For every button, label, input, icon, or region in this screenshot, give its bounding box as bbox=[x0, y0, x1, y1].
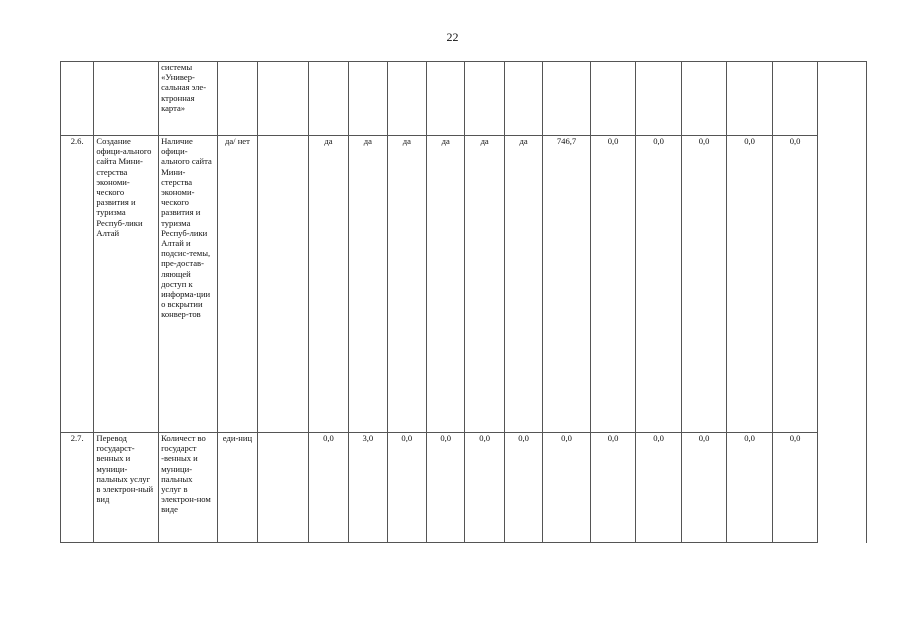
value-cell: да bbox=[465, 136, 504, 433]
unit-cell bbox=[217, 62, 257, 136]
table-row bbox=[61, 433, 867, 543]
value-cell: 0,0 bbox=[681, 433, 727, 543]
row-number-cell: 2.7. bbox=[61, 433, 94, 543]
value-cell: 0,0 bbox=[308, 433, 348, 543]
program-indicators-table bbox=[60, 61, 867, 543]
value-cell: 0,0 bbox=[727, 136, 773, 433]
value-cell: да bbox=[308, 136, 348, 433]
value-cell bbox=[465, 62, 504, 136]
value-cell bbox=[681, 62, 727, 136]
value-cell bbox=[258, 433, 309, 543]
value-cell bbox=[543, 62, 591, 136]
table-row bbox=[61, 136, 867, 433]
value-cell bbox=[636, 62, 682, 136]
value-cell: 0,0 bbox=[590, 433, 636, 543]
value-cell: 0,0 bbox=[772, 136, 818, 433]
indicator-cell: системы «Универ-сальная эле-ктронная карта» bbox=[159, 62, 218, 136]
row-number-cell: 2.6. bbox=[61, 136, 94, 433]
trailing-column-cell bbox=[818, 62, 867, 543]
indicator-cell: Количест во государст -венных и муници-пальных услуг в электрон-ном виде bbox=[159, 433, 218, 543]
value-cell: да bbox=[427, 136, 465, 433]
unit-cell: да/ нет bbox=[217, 136, 257, 433]
value-cell: 0,0 bbox=[504, 433, 542, 543]
value-cell: 0,0 bbox=[772, 433, 818, 543]
value-cell bbox=[504, 62, 542, 136]
unit-cell: еди-ниц bbox=[217, 433, 257, 543]
value-cell: 746,7 bbox=[543, 136, 591, 433]
page-number: 22 bbox=[446, 30, 459, 44]
value-cell: 0,0 bbox=[543, 433, 591, 543]
value-cell: да bbox=[387, 136, 426, 433]
value-cell: да bbox=[349, 136, 387, 433]
table-row bbox=[61, 62, 867, 136]
activity-name-cell: Создание офици-ального сайта Мини-стерства экономи-ческого развития и туризма Респуб-лики Алтай bbox=[94, 136, 159, 433]
value-cell: 0,0 bbox=[636, 136, 682, 433]
value-cell bbox=[727, 62, 773, 136]
activity-name-cell: Перевод государст-венных и муници-пальных услуг в электрон-ный вид bbox=[94, 433, 159, 543]
value-cell: 0,0 bbox=[681, 136, 727, 433]
value-cell: 0,0 bbox=[427, 433, 465, 543]
value-cell: 0,0 bbox=[465, 433, 504, 543]
value-cell: да bbox=[504, 136, 542, 433]
value-cell: 0,0 bbox=[636, 433, 682, 543]
value-cell bbox=[258, 136, 309, 433]
value-cell bbox=[349, 62, 387, 136]
indicator-cell: Наличие офици-ального сайта Мини-стерства экономи-ческого развития и туризма Респуб-лики Алтай и подсис-темы, пре-достав-ляющей доступ к информа-ции о вскрытии конвер-тов bbox=[159, 136, 218, 433]
value-cell: 3,0 bbox=[349, 433, 387, 543]
value-cell bbox=[308, 62, 348, 136]
row-number-cell bbox=[61, 62, 94, 136]
value-cell bbox=[387, 62, 426, 136]
activity-name-cell bbox=[94, 62, 159, 136]
value-cell bbox=[772, 62, 818, 136]
value-cell: 0,0 bbox=[387, 433, 426, 543]
value-cell bbox=[427, 62, 465, 136]
value-cell: 0,0 bbox=[727, 433, 773, 543]
value-cell bbox=[590, 62, 636, 136]
value-cell: 0,0 bbox=[590, 136, 636, 433]
value-cell bbox=[258, 62, 309, 136]
